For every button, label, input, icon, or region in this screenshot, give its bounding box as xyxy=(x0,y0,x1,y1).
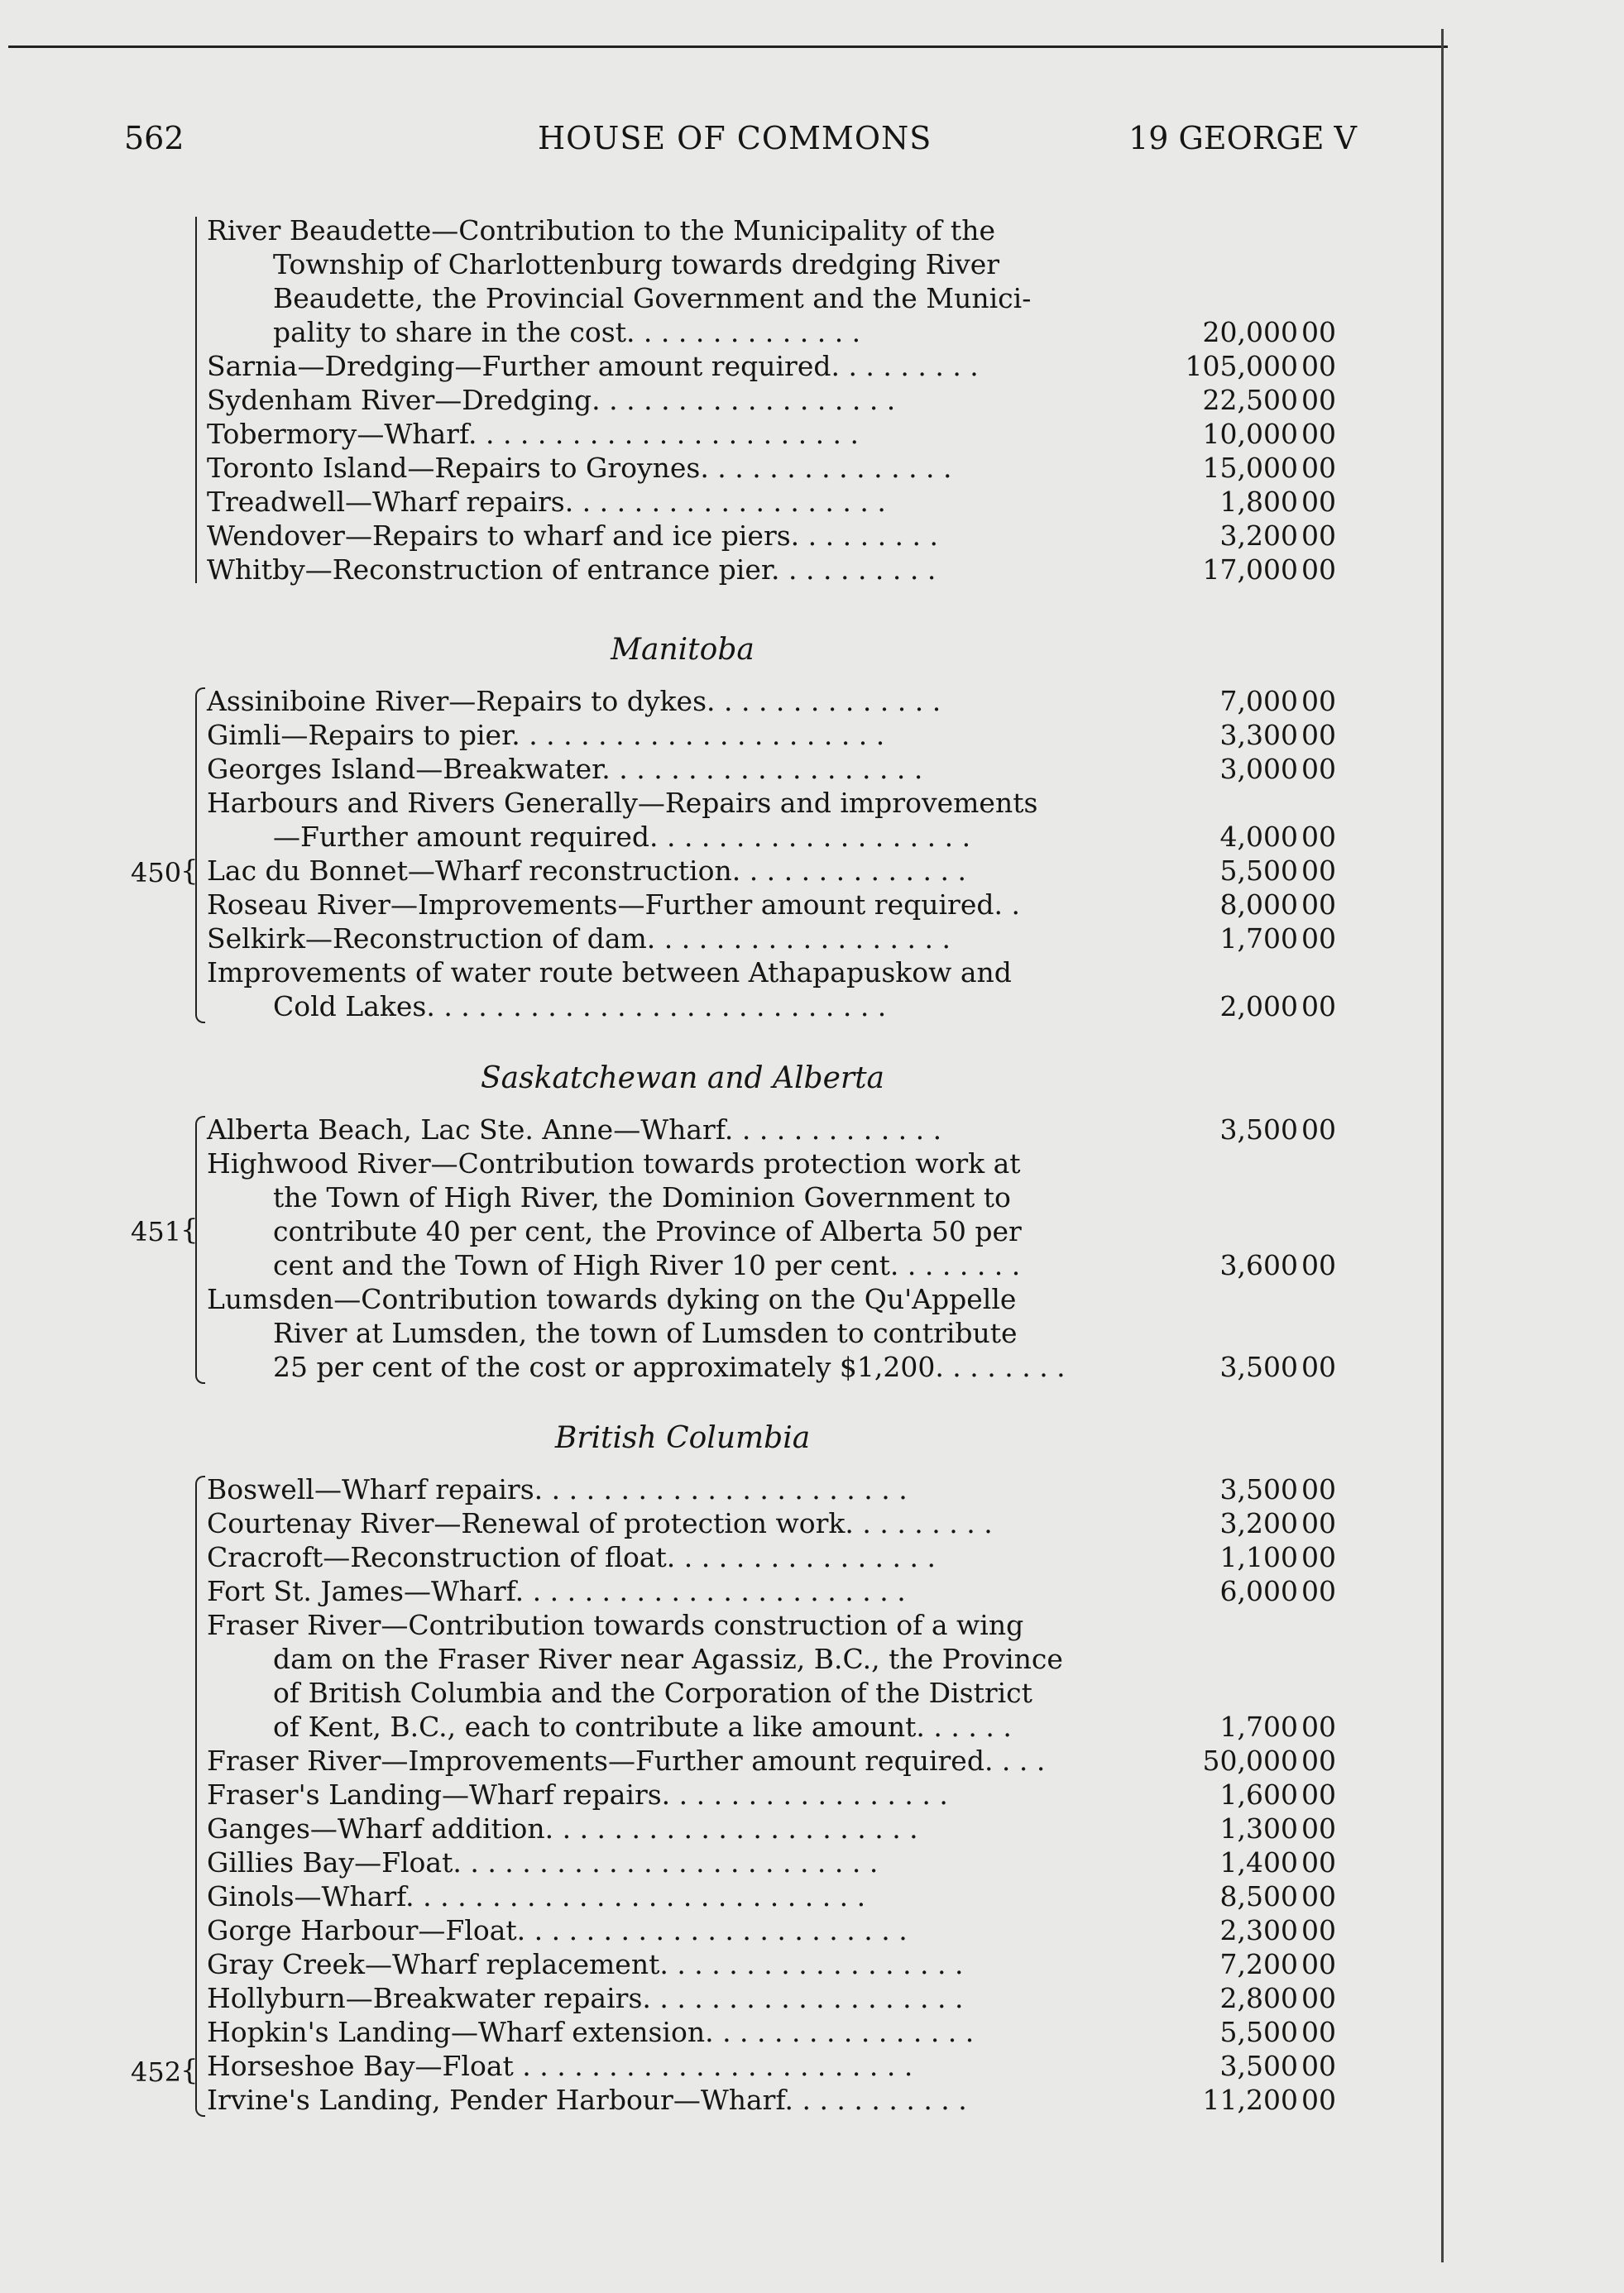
page-number: 562 xyxy=(124,120,184,156)
amount-dollars: 50,000 xyxy=(1202,1745,1298,1777)
entry-amount xyxy=(1171,1812,1336,1845)
entry-amount xyxy=(1171,1248,1336,1282)
amount-dollars: 8,500 xyxy=(1219,1880,1298,1912)
entry-amount xyxy=(1171,1574,1336,1608)
entry-description xyxy=(207,553,1336,586)
entry-line: Courtenay River—Renewal of protection work. . . . . . . . . xyxy=(207,1507,993,1539)
section-title: Saskatchewan and Alberta xyxy=(480,1061,885,1095)
amount-cents: 00 xyxy=(1301,1812,1336,1845)
entry-amount xyxy=(1171,752,1336,786)
entry-line: Assiniboine River—Repairs to dykes. . . . . . . . . . . . . . xyxy=(207,685,941,717)
vote-bracket xyxy=(195,1116,205,1384)
entry-continuation-line: dam on the Fraser River near Agassiz, B.C., the Province xyxy=(273,1643,1063,1675)
entry-description xyxy=(207,1608,1336,1744)
estimate-entry xyxy=(207,1472,1336,1506)
estimate-entry xyxy=(207,1146,1336,1282)
binding-rule xyxy=(1441,29,1444,2262)
entry-amount xyxy=(1171,2015,1336,2049)
entry-amount xyxy=(1171,417,1336,451)
entry-continuation-line: —Further amount required. . . . . . . . . . . . . . . . . . . xyxy=(273,821,971,853)
amount-cents: 00 xyxy=(1301,350,1336,382)
amount-dollars: 2,000 xyxy=(1219,990,1298,1022)
entry-line: Ganges—Wharf addition. . . . . . . . . . . . . . . . . . . . . . xyxy=(207,1812,918,1845)
entry-line: Ginols—Wharf. . . . . . . . . . . . . . . . . . . . . . . . . . . xyxy=(207,1880,866,1912)
amount-cents: 00 xyxy=(1301,1507,1336,1539)
estimate-entry xyxy=(207,2083,1336,2117)
entry-description xyxy=(207,1812,1336,1845)
top-rule xyxy=(8,45,1448,48)
estimate-entry xyxy=(207,451,1336,485)
amount-dollars: 5,500 xyxy=(1219,2016,1298,2048)
entry-continuation-line: Township of Charlottenburg towards dredging River xyxy=(273,248,1000,280)
page-title: HOUSE OF COMMONS xyxy=(538,120,932,156)
vote-number: 450 xyxy=(131,857,182,888)
brace-icon: { xyxy=(180,1214,199,1247)
amount-dollars: 3,500 xyxy=(1219,1473,1298,1506)
entry-line: Highwood River—Contribution towards protection work at xyxy=(207,1147,1021,1180)
amount-dollars: 17,000 xyxy=(1202,553,1298,586)
amount-cents: 00 xyxy=(1301,1711,1336,1743)
entry-line: Boswell—Wharf repairs. . . . . . . . . . . . . . . . . . . . . . xyxy=(207,1473,908,1506)
entry-amount xyxy=(1171,451,1336,485)
entry-line: Lumsden—Contribution towards dyking on the Qu'Appelle xyxy=(207,1283,1017,1315)
estimate-entry xyxy=(207,1282,1336,1384)
entry-line: Toronto Island—Repairs to Groynes. . . . . . . . . . . . . . . xyxy=(207,452,952,484)
amount-cents: 00 xyxy=(1301,990,1336,1022)
estimate-entry xyxy=(207,519,1336,553)
amount-dollars: 2,800 xyxy=(1219,1982,1298,2014)
entry-description xyxy=(207,752,1336,786)
entry-line: Roseau River—Improvements—Further amount required. . xyxy=(207,888,1020,921)
estimate-entry xyxy=(207,1812,1336,1845)
entry-description xyxy=(207,786,1336,854)
entry-line: Irvine's Landing, Pender Harbour—Wharf. . . . . . . . . . . xyxy=(207,2084,967,2116)
amount-dollars: 7,200 xyxy=(1219,1948,1298,1980)
entry-amount xyxy=(1171,1472,1336,1506)
entry-amount xyxy=(1171,1913,1336,1947)
amount-dollars: 3,500 xyxy=(1219,1113,1298,1146)
entry-amount xyxy=(1171,854,1336,888)
entry-description xyxy=(207,1744,1336,1778)
estimate-entry xyxy=(207,1574,1336,1608)
amount-dollars: 3,500 xyxy=(1219,1351,1298,1383)
entry-description xyxy=(207,718,1336,752)
amount-dollars: 3,200 xyxy=(1219,1507,1298,1539)
amount-dollars: 6,000 xyxy=(1219,1575,1298,1607)
amount-cents: 00 xyxy=(1301,1473,1336,1506)
vote-bracket xyxy=(195,217,205,583)
amount-dollars: 105,000 xyxy=(1185,350,1298,382)
estimate-entry xyxy=(207,786,1336,854)
entry-continuation-line: Cold Lakes. . . . . . . . . . . . . . . . . . . . . . . . . . . xyxy=(273,990,887,1022)
estimate-entry xyxy=(207,417,1336,451)
amount-cents: 00 xyxy=(1301,316,1336,348)
vote-number: 451 xyxy=(131,1216,182,1247)
amount-dollars: 20,000 xyxy=(1202,316,1298,348)
amount-dollars: 3,200 xyxy=(1219,519,1298,552)
entry-description xyxy=(207,888,1336,922)
amount-cents: 00 xyxy=(1301,685,1336,717)
entry-line: Fraser River—Improvements—Further amount required. . . . xyxy=(207,1745,1046,1777)
section-title: Manitoba xyxy=(611,633,755,667)
amount-cents: 00 xyxy=(1301,553,1336,586)
entry-continuation-line: contribute 40 per cent, the Province of Alberta 50 per xyxy=(273,1215,1022,1247)
entry-line: Whitby—Reconstruction of entrance pier. . . . . . . . . . xyxy=(207,553,937,586)
amount-dollars: 15,000 xyxy=(1202,452,1298,484)
entry-description xyxy=(207,349,1336,383)
entry-description xyxy=(207,1146,1336,1282)
entry-continuation-line: of Kent, B.C., each to contribute a like amount. . . . . . xyxy=(273,1711,1012,1743)
entry-line: Hopkin's Landing—Wharf extension. . . . . . . . . . . . . . . . xyxy=(207,2016,975,2048)
amount-cents: 00 xyxy=(1301,1948,1336,1980)
amount-cents: 00 xyxy=(1301,1541,1336,1573)
entry-amount xyxy=(1171,1947,1336,1981)
entry-line: Gillies Bay—Float. . . . . . . . . . . . . . . . . . . . . . . . . xyxy=(207,1846,879,1879)
estimate-entry xyxy=(207,1540,1336,1574)
amount-cents: 00 xyxy=(1301,1778,1336,1811)
entry-description xyxy=(207,451,1336,485)
entry-amount xyxy=(1171,1845,1336,1879)
amount-dollars: 1,800 xyxy=(1219,486,1298,518)
entry-amount xyxy=(1171,519,1336,553)
entry-amount xyxy=(1171,1710,1336,1744)
estimate-entry xyxy=(207,2015,1336,2049)
entry-amount xyxy=(1171,383,1336,417)
estimate-entry xyxy=(207,1744,1336,1778)
amount-cents: 00 xyxy=(1301,486,1336,518)
entry-description xyxy=(207,1506,1336,1540)
entry-description xyxy=(207,922,1336,955)
entry-amount xyxy=(1171,1981,1336,2015)
entry-continuation-line: Beaudette, the Provincial Government and the Munici- xyxy=(273,282,1032,314)
amount-dollars: 4,000 xyxy=(1219,821,1298,853)
entry-amount xyxy=(1171,922,1336,955)
entry-line: Gimli—Repairs to pier. . . . . . . . . . . . . . . . . . . . . . xyxy=(207,719,885,751)
entry-amount xyxy=(1171,684,1336,718)
entry-line: Fort St. James—Wharf. . . . . . . . . . . . . . . . . . . . . . . xyxy=(207,1575,906,1607)
estimate-entry xyxy=(207,485,1336,519)
entry-amount xyxy=(1171,315,1336,349)
amount-cents: 00 xyxy=(1301,888,1336,921)
estimate-entry xyxy=(207,1778,1336,1812)
entry-description xyxy=(207,1947,1336,1981)
page-header xyxy=(124,120,1357,161)
entry-line: Fraser River—Contribution towards construction of a wing xyxy=(207,1609,1024,1641)
amount-cents: 00 xyxy=(1301,452,1336,484)
amount-dollars: 1,300 xyxy=(1219,1812,1298,1845)
estimate-entry xyxy=(207,1913,1336,1947)
entry-line: Fraser's Landing—Wharf repairs. . . . . . . . . . . . . . . . . xyxy=(207,1778,948,1811)
entry-description xyxy=(207,519,1336,553)
estimate-entry xyxy=(207,922,1336,955)
entry-amount xyxy=(1171,888,1336,922)
entry-description xyxy=(207,1845,1336,1879)
estimate-entry xyxy=(207,854,1336,888)
entry-amount xyxy=(1171,1744,1336,1778)
entry-amount xyxy=(1171,349,1336,383)
entry-description xyxy=(207,1472,1336,1506)
entry-amount xyxy=(1171,1506,1336,1540)
amount-dollars: 3,500 xyxy=(1219,2050,1298,2082)
estimate-group xyxy=(207,1113,1336,1384)
amount-dollars: 3,300 xyxy=(1219,719,1298,751)
entry-amount xyxy=(1171,2049,1336,2083)
entry-description xyxy=(207,2083,1336,2117)
entry-line: Selkirk—Reconstruction of dam. . . . . . . . . . . . . . . . . . xyxy=(207,922,951,955)
entry-description xyxy=(207,485,1336,519)
amount-dollars: 1,700 xyxy=(1219,1711,1298,1743)
entry-description xyxy=(207,854,1336,888)
estimate-entry xyxy=(207,553,1336,586)
brace-icon: { xyxy=(180,854,199,888)
entry-line: Sarnia—Dredging—Further amount required. . . . . . . . . xyxy=(207,350,979,382)
entry-line: Lac du Bonnet—Wharf reconstruction. . . . . . . . . . . . . . xyxy=(207,854,966,887)
entry-line: Georges Island—Breakwater. . . . . . . . . . . . . . . . . . . xyxy=(207,753,923,785)
estimate-group xyxy=(207,684,1336,1023)
estimate-entry xyxy=(207,213,1336,349)
amount-cents: 00 xyxy=(1301,753,1336,785)
entry-amount xyxy=(1171,485,1336,519)
amount-dollars: 1,600 xyxy=(1219,1778,1298,1811)
amount-cents: 00 xyxy=(1301,2050,1336,2082)
entry-amount xyxy=(1171,1540,1336,1574)
entry-description xyxy=(207,1913,1336,1947)
amount-cents: 00 xyxy=(1301,2016,1336,2048)
estimate-entry xyxy=(207,1113,1336,1146)
estimate-entry xyxy=(207,349,1336,383)
estimate-entry xyxy=(207,1981,1336,2015)
entry-description xyxy=(207,1282,1336,1384)
amount-dollars: 3,600 xyxy=(1219,1249,1298,1281)
entry-line: Harbours and Rivers Generally—Repairs and improvements xyxy=(207,787,1038,819)
estimate-group xyxy=(207,1472,1336,2117)
entry-amount xyxy=(1171,553,1336,586)
entry-amount xyxy=(1171,989,1336,1023)
vote-bracket xyxy=(195,1476,205,2117)
estimate-entry xyxy=(207,1879,1336,1913)
entry-continuation-line: cent and the Town of High River 10 per cent. . . . . . . . xyxy=(273,1249,1021,1281)
amount-dollars: 11,200 xyxy=(1202,2084,1298,2116)
amount-dollars: 1,400 xyxy=(1219,1846,1298,1879)
amount-dollars: 8,000 xyxy=(1219,888,1298,921)
amount-cents: 00 xyxy=(1301,719,1336,751)
estimate-entry xyxy=(207,752,1336,786)
entry-amount xyxy=(1171,1350,1336,1384)
entry-amount xyxy=(1171,2083,1336,2117)
amount-cents: 00 xyxy=(1301,418,1336,450)
amount-dollars: 1,100 xyxy=(1219,1541,1298,1573)
entry-description xyxy=(207,1778,1336,1812)
entry-continuation-line: the Town of High River, the Dominion Government to xyxy=(273,1181,1011,1214)
entry-line: Treadwell—Wharf repairs. . . . . . . . . . . . . . . . . . . xyxy=(207,486,886,518)
amount-cents: 00 xyxy=(1301,1914,1336,1946)
entry-amount xyxy=(1171,1879,1336,1913)
estimate-entry xyxy=(207,1947,1336,1981)
entry-line: Sydenham River—Dredging. . . . . . . . . . . . . . . . . . xyxy=(207,384,896,416)
amount-cents: 00 xyxy=(1301,1880,1336,1912)
entry-line: Gray Creek—Wharf replacement. . . . . . . . . . . . . . . . . . xyxy=(207,1948,964,1980)
amount-cents: 00 xyxy=(1301,1846,1336,1879)
estimate-entry xyxy=(207,718,1336,752)
amount-dollars: 3,000 xyxy=(1219,753,1298,785)
estimate-entry xyxy=(207,1506,1336,1540)
estimate-entry xyxy=(207,1608,1336,1744)
amount-dollars: 2,300 xyxy=(1219,1914,1298,1946)
entry-description xyxy=(207,383,1336,417)
amount-cents: 00 xyxy=(1301,384,1336,416)
entry-continuation-line: pality to share in the cost. . . . . . . . . . . . . . xyxy=(273,316,861,348)
regnal-year: 19 GEORGE V xyxy=(1128,120,1357,156)
amount-cents: 00 xyxy=(1301,1575,1336,1607)
estimate-entry xyxy=(207,888,1336,922)
entry-line: Gorge Harbour—Float. . . . . . . . . . . . . . . . . . . . . . . xyxy=(207,1914,908,1946)
amount-dollars: 22,500 xyxy=(1202,384,1298,416)
entry-description xyxy=(207,2049,1336,2083)
amount-cents: 00 xyxy=(1301,2084,1336,2116)
estimate-entry xyxy=(207,684,1336,718)
amount-dollars: 5,500 xyxy=(1219,854,1298,887)
entry-continuation-line: River at Lumsden, the town of Lumsden to contribute xyxy=(273,1317,1018,1349)
amount-cents: 00 xyxy=(1301,519,1336,552)
entry-line: Horseshoe Bay—Float . . . . . . . . . . . . . . . . . . . . . . . xyxy=(207,2050,913,2082)
entry-description xyxy=(207,684,1336,718)
amount-cents: 00 xyxy=(1301,1113,1336,1146)
amount-cents: 00 xyxy=(1301,1351,1336,1383)
entry-description xyxy=(207,2015,1336,2049)
entry-line: River Beaudette—Contribution to the Municipality of the xyxy=(207,214,995,247)
estimate-entry xyxy=(207,955,1336,1023)
entry-line: Wendover—Repairs to wharf and ice piers. . . . . . . . . xyxy=(207,519,938,552)
section-title: British Columbia xyxy=(554,1421,811,1455)
entry-description xyxy=(207,1113,1336,1146)
amount-dollars: 1,700 xyxy=(1219,922,1298,955)
amount-cents: 00 xyxy=(1301,1745,1336,1777)
entry-line: Hollyburn—Breakwater repairs. . . . . . . . . . . . . . . . . . . xyxy=(207,1982,964,2014)
entry-description xyxy=(207,1574,1336,1608)
estimate-entry xyxy=(207,1845,1336,1879)
entry-line: Alberta Beach, Lac Ste. Anne—Wharf. . . . . . . . . . . . . xyxy=(207,1113,942,1146)
brace-icon: { xyxy=(180,2054,199,2087)
entry-description xyxy=(207,1879,1336,1913)
entry-line: Cracroft—Reconstruction of float. . . . . . . . . . . . . . . . xyxy=(207,1541,936,1573)
entry-amount xyxy=(1171,1778,1336,1812)
entry-description xyxy=(207,1540,1336,1574)
entry-description xyxy=(207,213,1336,349)
entry-description xyxy=(207,1981,1336,2015)
entry-amount xyxy=(1171,1113,1336,1146)
amount-cents: 00 xyxy=(1301,1982,1336,2014)
estimate-entry xyxy=(207,383,1336,417)
vote-number: 452 xyxy=(131,2056,182,2088)
entry-description xyxy=(207,955,1336,1023)
entry-line: Tobermory—Wharf. . . . . . . . . . . . . . . . . . . . . . . xyxy=(207,418,860,450)
amount-cents: 00 xyxy=(1301,854,1336,887)
entry-amount xyxy=(1171,718,1336,752)
amount-dollars: 10,000 xyxy=(1202,418,1298,450)
entry-description xyxy=(207,417,1336,451)
estimate-entry xyxy=(207,2049,1336,2083)
amount-dollars: 7,000 xyxy=(1219,685,1298,717)
entry-amount xyxy=(1171,820,1336,854)
estimate-group xyxy=(207,213,1336,586)
amount-cents: 00 xyxy=(1301,922,1336,955)
amount-cents: 00 xyxy=(1301,821,1336,853)
entry-line: Improvements of water route between Athapapuskow and xyxy=(207,956,1012,989)
entry-continuation-line: 25 per cent of the cost or approximately $1,200. . . . . . . . xyxy=(273,1351,1066,1383)
entry-continuation-line: of British Columbia and the Corporation of the District xyxy=(273,1677,1032,1709)
amount-cents: 00 xyxy=(1301,1249,1336,1281)
